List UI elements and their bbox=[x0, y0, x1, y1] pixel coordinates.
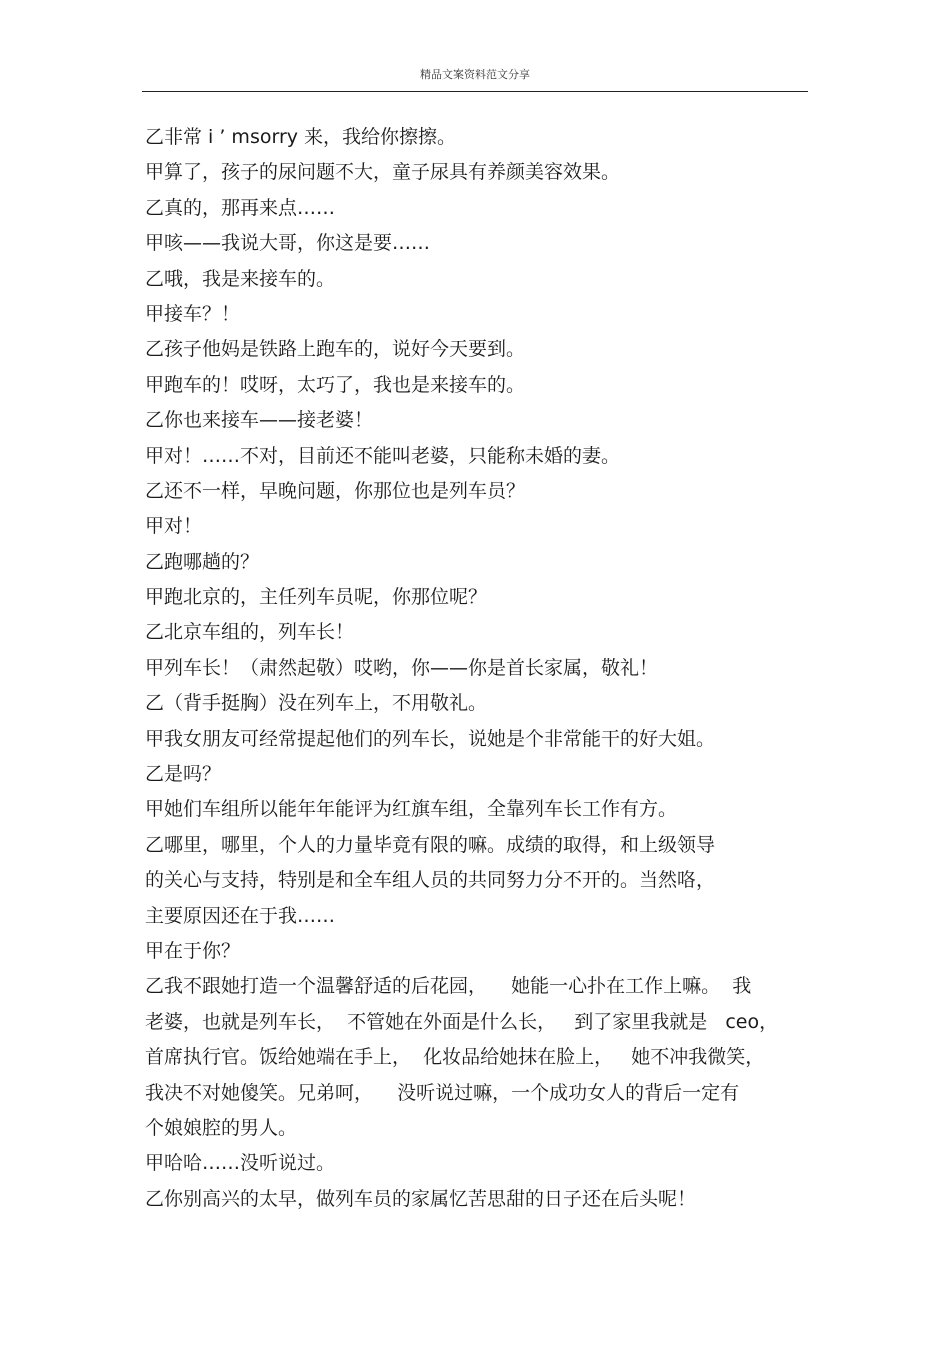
dialogue-line: 我决不对她傻笑。兄弟呵， 没听说过嘛，一个成功女人的背后一定有 bbox=[145, 1081, 740, 1104]
dialogue-line: 甲算了，孩子的尿问题不大，童子尿具有养颜美容效果。 bbox=[145, 161, 621, 184]
dialogue-line: 甲对！ bbox=[145, 515, 203, 538]
dialogue-line: 乙我不跟她打造一个温馨舒适的后花园， 她能一心扑在工作上嘛。 我 bbox=[145, 975, 752, 998]
dialogue-line: 乙还不一样，早晚问题，你那位也是列车员？ bbox=[145, 479, 526, 502]
dialogue-line: 甲在于你？ bbox=[145, 939, 241, 962]
dialogue-line: 甲我女朋友可经常提起他们的列车长，说她是个非常能干的好大姐。 bbox=[145, 727, 716, 750]
dialogue-line: 乙哦，我是来接车的。 bbox=[145, 267, 336, 290]
dialogue-line: 乙哪里，哪里，个人的力量毕竟有限的嘛。成绩的取得，和上级领导 bbox=[145, 833, 716, 856]
dialogue-line: 乙是吗？ bbox=[145, 763, 222, 786]
dialogue-body bbox=[145, 120, 810, 1217]
dialogue-line: 甲列车长！（肃然起敬）哎哟，你——你是首长家属，敬礼！ bbox=[145, 656, 659, 679]
dialogue-line: 甲哈哈……没听说过。 bbox=[145, 1152, 336, 1175]
dialogue-line: 的关心与支持，特别是和全车组人员的共同努力分不开的。当然咯， bbox=[145, 869, 716, 892]
dialogue-line: 乙你别高兴的太早，做列车员的家属忆苦思甜的日子还在后头呢！ bbox=[145, 1187, 697, 1210]
dialogue-line: 主要原因还在于我…… bbox=[145, 904, 336, 927]
dialogue-line: 乙北京车组的，列车长！ bbox=[145, 621, 355, 644]
dialogue-line: 个娘娘腔的男人。 bbox=[145, 1116, 298, 1139]
dialogue-line: 乙跑哪趟的？ bbox=[145, 550, 260, 573]
dialogue-line: 乙（背手挺胸）没在列车上，不用敬礼。 bbox=[145, 692, 488, 715]
dialogue-line: 乙你也来接车——接老婆！ bbox=[145, 409, 374, 432]
dialogue-line: 乙真的，那再来点…… bbox=[145, 196, 336, 219]
dialogue-line: 甲她们车组所以能年年能评为红旗车组，全靠列车长工作有方。 bbox=[145, 798, 678, 821]
dialogue-line: 首席执行官。饭给她端在手上， 化妆品给她抹在脸上， 她不冲我微笑， bbox=[145, 1046, 765, 1069]
dialogue-line: 乙非常 i ’ msorry 来，我给你擦擦。 bbox=[145, 126, 457, 148]
dialogue-line: 老婆，也就是列车长， 不管她在外面是什么长， 到了家里我就是 ceo， bbox=[145, 1010, 779, 1033]
dialogue-line: 甲咳——我说大哥，你这是要…… bbox=[145, 232, 431, 255]
dialogue-line: 乙孩子他妈是铁路上跑车的，说好今天要到。 bbox=[145, 338, 526, 361]
dialogue-line: 甲跑车的！哎呀，太巧了，我也是来接车的。 bbox=[145, 373, 526, 396]
page-header: 精品文案资料范文分享 bbox=[420, 68, 530, 81]
dialogue-line: 甲接车？！ bbox=[145, 302, 241, 325]
dialogue-line: 甲对！……不对，目前还不能叫老婆，只能称未婚的妻。 bbox=[145, 444, 621, 467]
dialogue-line: 甲跑北京的，主任列车员呢，你那位呢？ bbox=[145, 586, 488, 609]
header-divider bbox=[142, 91, 808, 92]
